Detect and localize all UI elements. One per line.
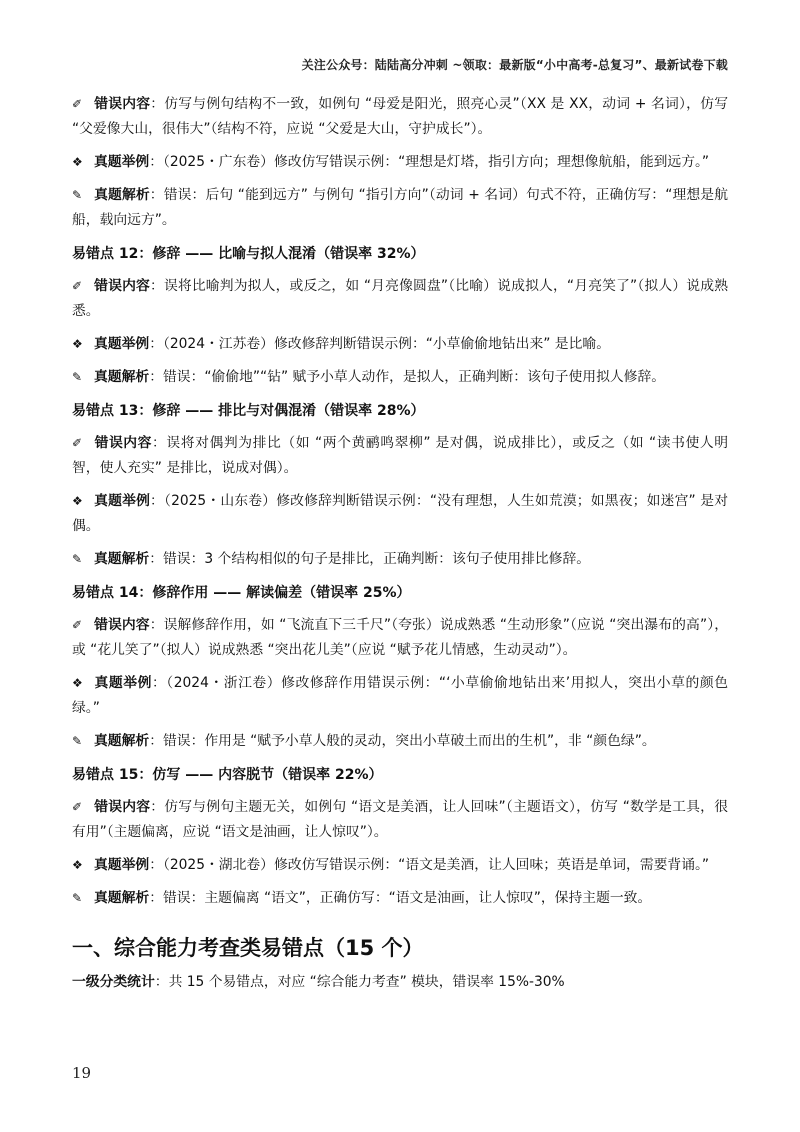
pen-icon: ✎	[72, 891, 83, 905]
pencil-icon: ✐	[72, 800, 83, 814]
page-header: 关注公众号：陆陆高分冲刺 ~领取：最新版“小中高考-总复习”、最新试卷下载	[301, 58, 728, 72]
item-text: ：（2024・江苏卷）修改修辞判断错误示例：“小草偷偷地钻出来” 是比喻。	[149, 336, 610, 352]
item-text: ：错误：后句 “能到远方” 与例句 “指引方向”（动词 + 名词）句式不符，正确仿写：“理想是航船，载向远方”。	[72, 187, 729, 228]
document-body	[72, 92, 728, 993]
diamond-bullet-icon: ❖	[72, 337, 83, 351]
summary-label: 一级分类统计	[72, 974, 155, 990]
pencil-icon: ✐	[72, 436, 83, 450]
error-point-item	[72, 795, 728, 845]
error-point-item	[72, 431, 728, 481]
error-point-heading: 易错点 13：修辞 —— 排比与对偶混淆（错误率 28%）	[72, 403, 425, 419]
diamond-bullet-icon: ❖	[72, 155, 83, 169]
item-text: ：错误：作用是 “赋予小草人般的灵动，突出小草破土而出的生机”，非 “颜色绿”。	[149, 733, 656, 749]
error-point-item	[72, 613, 728, 663]
error-point-item	[72, 547, 728, 572]
item-label: 真题举例	[94, 493, 151, 509]
item-label: 错误内容	[94, 799, 151, 815]
item-text: ：（2024・浙江卷）修改修辞作用错误示例：“‘小草偷偷地钻出来’用拟人，突出小草的颜色绿。”	[72, 675, 728, 716]
item-label: 错误内容	[94, 96, 151, 112]
item-text: ：（2025・广东卷）修改仿写错误示例：“理想是灯塔，指引方向；理想像航船，能到远方。”	[149, 154, 710, 170]
item-label: 错误内容	[94, 617, 150, 633]
item-text: ：（2025・湖北卷）修改仿写错误示例：“语文是美酒，让人回味；英语是单词，需要背诵。”	[149, 857, 710, 873]
summary-text: ：共 15 个易错点，对应 “综合能力考查” 模块，错误率 15%-30%	[154, 974, 565, 990]
page-number: 19	[72, 1064, 92, 1082]
pencil-icon: ✐	[72, 279, 83, 293]
item-label: 真题解析	[94, 551, 150, 567]
error-point-item	[72, 150, 728, 175]
section-title: 一、综合能力考查类易错点（15 个）	[72, 936, 424, 960]
pen-icon: ✎	[72, 734, 83, 748]
error-point-item	[72, 365, 728, 390]
error-point-item	[72, 729, 728, 754]
diamond-bullet-icon: ❖	[72, 494, 83, 508]
item-label: 错误内容	[94, 278, 150, 294]
pen-icon: ✎	[72, 370, 83, 384]
item-label: 真题解析	[94, 187, 150, 203]
item-text: ：误将对偶判为排比（如 “两个黄鹂鸣翠柳” 是对偶，说成排比），或反之（如 “读书使人明智，使人充实” 是排比，说成对偶）。	[72, 435, 728, 476]
error-point-item	[72, 183, 728, 233]
error-point-item	[72, 671, 728, 721]
error-point-heading: 易错点 12：修辞 —— 比喻与拟人混淆（错误率 32%）	[72, 246, 425, 262]
error-point-item	[72, 853, 728, 878]
item-text: ：仿写与例句主题无关，如例句 “语文是美酒，让人回味”（主题语文），仿写 “数学是工具，很有用”（主题偏离，应说 “语文是油画，让人惊叹”）。	[72, 799, 728, 840]
item-label: 真题解析	[94, 369, 150, 385]
item-label: 真题举例	[94, 154, 150, 170]
item-text: ：错误：主题偏离 “语文”，正确仿写：“语文是油画，让人惊叹”，保持主题一致。	[149, 890, 652, 906]
error-point-item	[72, 274, 728, 324]
error-point-item	[72, 92, 728, 142]
pencil-icon: ✐	[72, 97, 83, 111]
item-text: ：错误：3 个结构相似的句子是排比，正确判断：该句子使用排比修辞。	[149, 551, 591, 567]
error-point-heading: 易错点 15：仿写 —— 内容脱节（错误率 22%）	[72, 767, 383, 783]
item-label: 真题解析	[94, 733, 150, 749]
diamond-bullet-icon: ❖	[72, 676, 83, 690]
item-label: 错误内容	[94, 435, 153, 451]
item-text: ：误解修辞作用，如 “飞流直下三千尺”（夸张）说成熟悉 “生动形象”（应说 “突出瀑布的高”），或 “花儿笑了”（拟人）说成熟悉 “突出花儿美”（应说 “赋予花儿情感，生动灵动”）。	[72, 617, 729, 658]
item-text: ：仿写与例句结构不一致，如例句 “母爱是阳光，照亮心灵”（XX 是 XX，动词 + 名词），仿写 “父爱像大山，很伟大”（结构不符，应说 “父爱是大山，守护成长”）。	[72, 96, 728, 137]
item-text: ：误将比喻判为拟人，或反之，如 “月亮像圆盘”（比喻）说成拟人，“月亮笑了”（拟人）说成熟悉。	[72, 278, 728, 319]
item-label: 真题解析	[94, 890, 150, 906]
classification-summary	[72, 971, 728, 993]
pen-icon: ✎	[72, 188, 83, 202]
item-label: 真题举例	[94, 675, 152, 691]
pen-icon: ✎	[72, 552, 83, 566]
error-point-item	[72, 886, 728, 911]
item-text: ：（2025・山东卷）修改修辞判断错误示例：“没有理想，人生如荒漠；如黑夜；如迷宫” 是对偶。	[72, 493, 728, 534]
diamond-bullet-icon: ❖	[72, 858, 83, 872]
item-label: 真题举例	[94, 336, 150, 352]
error-point-item	[72, 489, 728, 539]
pencil-icon: ✐	[72, 618, 83, 632]
error-point-heading: 易错点 14：修辞作用 —— 解读偏差（错误率 25%）	[72, 585, 411, 601]
error-point-item	[72, 332, 728, 357]
item-label: 真题举例	[94, 857, 150, 873]
item-text: ：错误：“偷偷地”“钻” 赋予小草人动作，是拟人，正确判断：该句子使用拟人修辞。	[149, 369, 666, 385]
